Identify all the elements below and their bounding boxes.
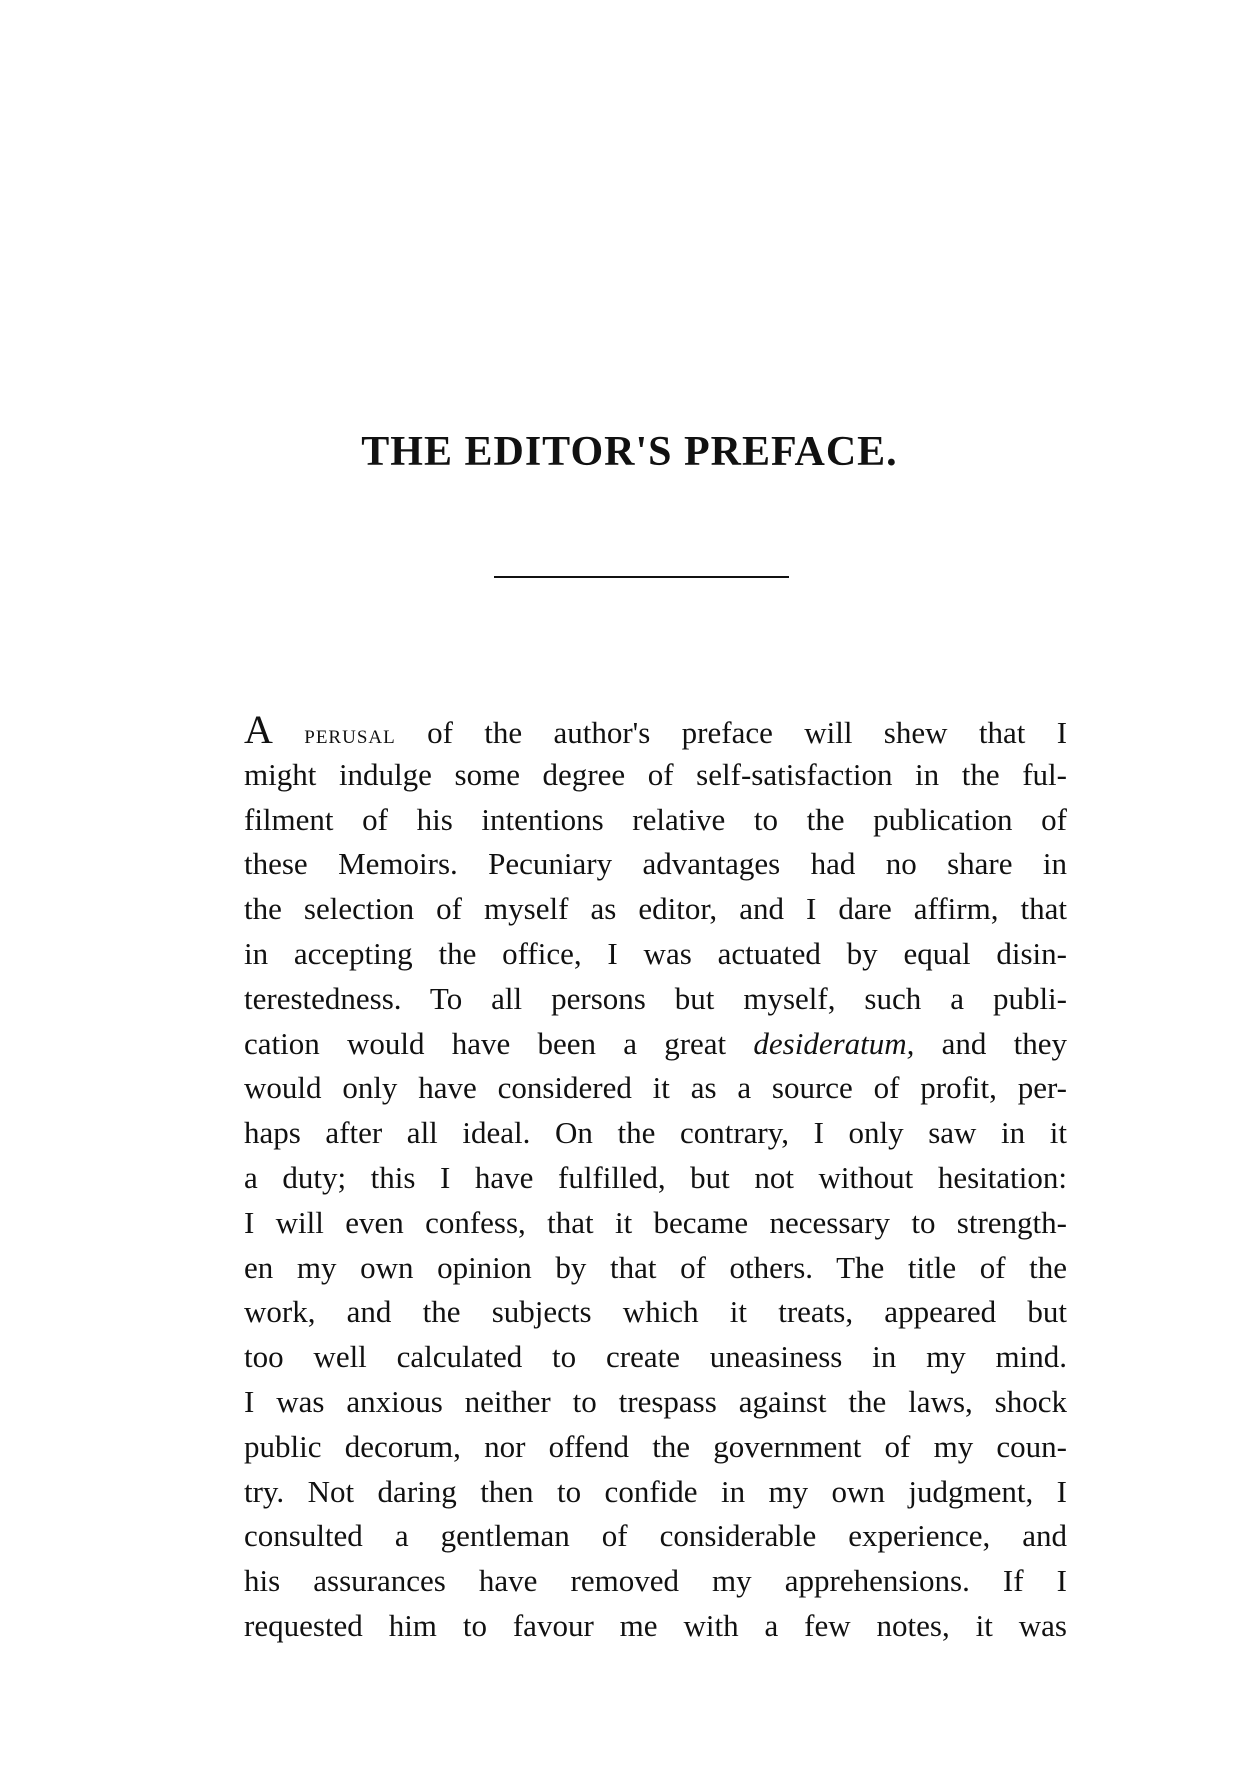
text-line: in accepting the office, I was actuated by equal disin- — [244, 935, 1067, 971]
text-line: haps after all ideal. On the contrary, I only saw in it — [244, 1115, 1067, 1151]
text-line: too well calculated to create uneasiness in my mind. — [244, 1339, 1067, 1375]
preface-paragraph — [244, 708, 1067, 1649]
text-line — [244, 1022, 1067, 1067]
text-line: I will even confess, that it became necessary to strength- — [244, 1204, 1067, 1240]
line-text: cation would have been a great — [244, 1025, 754, 1061]
text-line: terestedness. To all persons but myself, such a publi- — [244, 980, 1067, 1016]
text-line: these Memoirs. Pecuniary advantages had no share in — [244, 846, 1067, 882]
drop-cap-letter: A — [244, 707, 273, 752]
line-text: of the author's preface will shew that I — [427, 715, 1068, 750]
text-line: would only have considered it as a source of profit, per- — [244, 1070, 1067, 1106]
text-line: a duty; this I have fulfilled, but not without hesitation: — [244, 1159, 1067, 1195]
text-line: en my own opinion by that of others. The title of the — [244, 1249, 1067, 1285]
small-caps-word: PERUSAL — [304, 727, 396, 748]
text-line: filment of his intentions relative to the publication of — [244, 801, 1067, 837]
text-line — [244, 708, 1067, 753]
page-title: THE EDITOR'S PREFACE. — [361, 429, 898, 475]
text-line: I was anxious neither to trespass against the laws, shock — [244, 1383, 1067, 1419]
text-line: consulted a gentleman of considerable experience, and — [244, 1518, 1067, 1554]
text-line: public decorum, nor offend the government of my coun- — [244, 1428, 1067, 1464]
text-line: work, and the subjects which it treats, appeared but — [244, 1294, 1067, 1330]
text-line: the selection of myself as editor, and I dare affirm, that — [244, 891, 1067, 927]
italic-word: desideratum, — [753, 1025, 915, 1061]
text-line: might indulge some degree of self-satisfaction in the ful- — [244, 756, 1067, 792]
title-divider-rule — [494, 576, 789, 578]
text-line: requested him to favour me with a few notes, it was — [244, 1607, 1067, 1643]
text-line: his assurances have removed my apprehensions. If I — [244, 1563, 1067, 1599]
line-text: and they — [914, 1025, 1067, 1061]
text-line: try. Not daring then to confide in my own judgment, I — [244, 1473, 1067, 1509]
